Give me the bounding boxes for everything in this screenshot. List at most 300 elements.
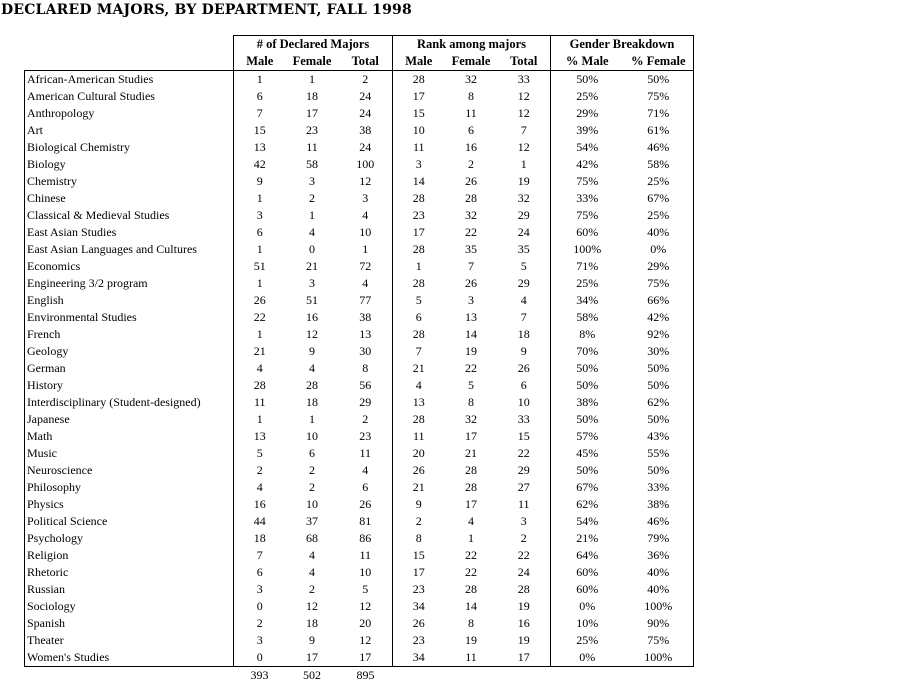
pct-male: 10%: [576, 616, 599, 630]
total-count: 81: [339, 513, 393, 530]
department-name: Political Science: [25, 513, 234, 530]
female-count: 4: [309, 548, 315, 562]
table-row: [25, 258, 694, 275]
pct-male: 60%: [576, 582, 599, 596]
total-count: 10: [339, 224, 393, 241]
total-rank: 29: [498, 207, 551, 224]
male-rank: 5: [415, 293, 422, 307]
female-count: 0: [309, 242, 315, 256]
male-rank: 23: [412, 633, 425, 647]
total-rank: 28: [498, 581, 551, 598]
pct-male: 50%: [576, 72, 599, 86]
male-count: 1: [256, 72, 263, 86]
table-row: [25, 275, 694, 292]
total-rank: 12: [498, 105, 551, 122]
department-name: Religion: [25, 547, 234, 564]
male-count: 42: [253, 157, 266, 171]
pct-female: 90%: [624, 615, 694, 632]
male-rank: 28: [412, 242, 425, 256]
pct-female: 92%: [624, 326, 694, 343]
total-rank: 18: [498, 326, 551, 343]
male-count: 2: [256, 463, 263, 477]
pct-female: 25%: [624, 207, 694, 224]
female-rank: 26: [465, 174, 477, 188]
male-count: 0: [234, 649, 286, 667]
male-count: 11: [253, 395, 266, 409]
total-count: 20: [339, 615, 393, 632]
department-name: Psychology: [25, 530, 234, 547]
female-rank: 28: [465, 463, 477, 477]
department-name: Spanish: [25, 615, 234, 632]
pct-female: 75%: [624, 632, 694, 649]
female-count: 28: [306, 378, 318, 392]
total-count: 17: [339, 649, 393, 667]
female-rank: 13: [465, 310, 477, 324]
pct-female: 71%: [624, 105, 694, 122]
pct-male: 60%: [576, 565, 599, 579]
male-rank: 28: [412, 191, 425, 205]
female-count: 1: [309, 208, 315, 222]
female-count: 21: [306, 259, 318, 273]
department-name: Chinese: [25, 190, 234, 207]
department-name: American Cultural Studies: [25, 88, 234, 105]
total-count: 100: [339, 156, 393, 173]
total-rank: 22: [498, 547, 551, 564]
pct-male: 33%: [576, 191, 599, 205]
pct-female: 75%: [624, 88, 694, 105]
female-rank: 14: [465, 599, 477, 613]
female-rank: 19: [465, 633, 477, 647]
female-count: 23: [306, 123, 318, 137]
total-count: 24: [339, 139, 393, 156]
department-name: French: [25, 326, 234, 343]
department-name: Russian: [25, 581, 234, 598]
female-count: 10: [306, 497, 318, 511]
total-male: 393: [250, 668, 269, 682]
department-name: Math: [25, 428, 234, 445]
pct-female: 36%: [624, 547, 694, 564]
female-count: 18: [306, 395, 318, 409]
male-rank: 11: [412, 140, 425, 154]
total-rank: 27: [498, 479, 551, 496]
majors-table: [24, 35, 694, 684]
female-rank: 2: [468, 157, 474, 171]
pct-female: 43%: [624, 428, 694, 445]
department-name: English: [25, 292, 234, 309]
male-rank: 1: [415, 259, 422, 273]
female-rank: 28: [465, 582, 477, 596]
table-row: [25, 173, 694, 190]
total-count: 29: [339, 394, 393, 411]
total-count: 8: [339, 360, 393, 377]
pct-male: 75%: [576, 174, 599, 188]
table-row: [25, 207, 694, 224]
table-row: [25, 394, 694, 411]
total-count: 77: [339, 292, 393, 309]
table-row: [25, 156, 694, 173]
total-rank: 4: [498, 292, 551, 309]
table-row: [25, 479, 694, 496]
table-row: [25, 496, 694, 513]
female-count: 68: [306, 531, 318, 545]
male-count: 1: [256, 242, 263, 256]
department-name: German: [25, 360, 234, 377]
department-name: Rhetoric: [25, 564, 234, 581]
male-rank: 3: [415, 157, 422, 171]
male-count: 1: [256, 327, 263, 341]
pct-female: 25%: [624, 173, 694, 190]
total-count: 86: [339, 530, 393, 547]
total-rank: 33: [498, 71, 551, 89]
female-rank: 16: [465, 140, 477, 154]
pct-male: 39%: [576, 123, 599, 137]
table-row: [25, 190, 694, 207]
pct-male: 29%: [576, 106, 599, 120]
pct-female: 40%: [624, 581, 694, 598]
male-count: 1: [256, 276, 263, 290]
male-rank: 15: [412, 106, 425, 120]
table-row: [25, 598, 694, 615]
male-count: 26: [253, 293, 266, 307]
male-rank: 34: [412, 599, 425, 613]
pct-male: 21%: [576, 531, 599, 545]
total-count: 6: [339, 479, 393, 496]
female-count: 1: [309, 412, 315, 426]
female-rank: 11: [465, 106, 477, 120]
table-row: [25, 632, 694, 649]
male-rank: 17: [412, 565, 425, 579]
table-row: [25, 292, 694, 309]
pct-male: 50%: [576, 361, 599, 375]
table-row: [25, 343, 694, 360]
total-count: 10: [339, 564, 393, 581]
female-count: 6: [309, 446, 315, 460]
female-count: 37: [306, 514, 318, 528]
total-rank: 6: [498, 377, 551, 394]
pct-male: 45%: [576, 446, 599, 460]
pct-male: 0%: [551, 649, 624, 667]
pct-female: 79%: [624, 530, 694, 547]
department-name: Engineering 3/2 program: [25, 275, 234, 292]
total-rank: 5: [498, 258, 551, 275]
female-count: 51: [306, 293, 318, 307]
male-rank: 23: [412, 208, 425, 222]
table-row: [25, 326, 694, 343]
group-header-declared-majors: # of Declared Majors: [234, 36, 393, 54]
pct-male: 62%: [576, 497, 599, 511]
department-name: East Asian Studies: [25, 224, 234, 241]
female-rank: 17: [465, 429, 477, 443]
page-title: DECLARED MAJORS, BY DEPARTMENT, FALL 1998: [1, 2, 412, 18]
male-count: 1: [256, 191, 263, 205]
male-rank: 17: [412, 89, 425, 103]
pct-female: 58%: [624, 156, 694, 173]
total-rank: 7: [498, 122, 551, 139]
total-count: 38: [339, 309, 393, 326]
column-header: Female: [286, 53, 339, 71]
pct-female: 50%: [624, 462, 694, 479]
pct-male: 25%: [576, 633, 599, 647]
total-count: 23: [339, 428, 393, 445]
table-row: [25, 428, 694, 445]
total-count: 30: [339, 343, 393, 360]
column-header: % Male: [551, 53, 624, 71]
female-count: 18: [306, 616, 318, 630]
total-rank: 1: [498, 156, 551, 173]
female-rank: 7: [468, 259, 474, 273]
female-count: 12: [306, 599, 318, 613]
total-rank: 15: [498, 428, 551, 445]
total-count: 4: [339, 207, 393, 224]
column-header: Total: [339, 53, 393, 71]
pct-female: 61%: [624, 122, 694, 139]
male-count: 6: [256, 565, 263, 579]
table-row: [25, 139, 694, 156]
female-rank: 19: [465, 344, 477, 358]
total-count: 26: [339, 496, 393, 513]
pct-female: 50%: [624, 71, 694, 89]
female-count: 3: [309, 174, 315, 188]
male-count: 3: [256, 582, 263, 596]
male-rank: 10: [412, 123, 425, 137]
pct-male: 54%: [576, 514, 599, 528]
female-count: 58: [306, 157, 318, 171]
male-count: 4: [256, 480, 263, 494]
female-rank: 32: [465, 208, 477, 222]
department-name: Theater: [25, 632, 234, 649]
female-rank: 17: [465, 497, 477, 511]
table-row: [25, 581, 694, 598]
pct-male: 58%: [576, 310, 599, 324]
pct-male: 100%: [573, 242, 602, 256]
male-count: 2: [256, 616, 263, 630]
male-count: 44: [253, 514, 266, 528]
male-rank: 2: [415, 514, 422, 528]
column-header: Male: [393, 53, 445, 71]
table-body: [25, 71, 694, 667]
pct-female: 38%: [624, 496, 694, 513]
female-count: 2: [309, 463, 315, 477]
table-row: [25, 241, 694, 258]
male-rank: 7: [415, 344, 422, 358]
pct-male: 75%: [576, 208, 599, 222]
department-name: East Asian Languages and Cultures: [25, 241, 234, 258]
total-rank: 32: [498, 190, 551, 207]
pct-female: 66%: [624, 292, 694, 309]
female-count: 2: [309, 191, 315, 205]
male-rank: 13: [412, 395, 425, 409]
pct-male: 71%: [576, 259, 599, 273]
total-rank: 9: [498, 343, 551, 360]
group-header-rank: Rank among majors: [393, 36, 551, 54]
male-rank: 9: [415, 497, 422, 511]
female-rank: 8: [468, 616, 474, 630]
total-count: 12: [339, 173, 393, 190]
department-name: Art: [25, 122, 234, 139]
pct-female: 46%: [624, 513, 694, 530]
female-rank: 4: [468, 514, 474, 528]
male-rank: 21: [412, 361, 425, 375]
totals-blank: [25, 667, 234, 685]
total-rank: 7: [498, 309, 551, 326]
table-row: [25, 377, 694, 394]
department-name: Philosophy: [25, 479, 234, 496]
table-row: [25, 309, 694, 326]
male-count: 3: [256, 633, 263, 647]
total-count: 4: [339, 275, 393, 292]
female-count: 17: [306, 106, 318, 120]
female-rank: 28: [465, 480, 477, 494]
total-rank: 24: [498, 224, 551, 241]
pct-female: 67%: [624, 190, 694, 207]
pct-male: 57%: [576, 429, 599, 443]
pct-female: 75%: [624, 275, 694, 292]
pct-female: 62%: [624, 394, 694, 411]
header-blank: [25, 53, 234, 71]
male-count: 6: [256, 225, 263, 239]
total-count: 2: [339, 71, 393, 89]
total-rank: 19: [498, 632, 551, 649]
total-rank: 12: [498, 139, 551, 156]
table-row: [25, 445, 694, 462]
pct-female: 29%: [624, 258, 694, 275]
female-rank: 14: [465, 327, 477, 341]
total-count: 13: [339, 326, 393, 343]
male-rank: 15: [412, 548, 425, 562]
female-rank: 32: [465, 412, 477, 426]
total-rank: 12: [498, 88, 551, 105]
pct-male: 50%: [576, 463, 599, 477]
female-rank: 8: [468, 89, 474, 103]
pct-female: 100%: [624, 598, 694, 615]
table-row: [25, 564, 694, 581]
male-count: 13: [253, 429, 266, 443]
male-rank: 20: [412, 446, 425, 460]
female-rank: 21: [465, 446, 477, 460]
department-name: Biological Chemistry: [25, 139, 234, 156]
department-name: Geology: [25, 343, 234, 360]
pct-female: 50%: [624, 411, 694, 428]
total-rank: 22: [498, 445, 551, 462]
table-row: [25, 411, 694, 428]
female-count: 12: [306, 327, 318, 341]
department-name: African-American Studies: [25, 71, 234, 89]
department-name: Neuroscience: [25, 462, 234, 479]
table-row: [25, 224, 694, 241]
table-row: [25, 122, 694, 139]
male-rank: 26: [412, 616, 425, 630]
pct-male: 70%: [576, 344, 599, 358]
column-header: Female: [445, 53, 498, 71]
table-row: [25, 462, 694, 479]
pct-female: 33%: [624, 479, 694, 496]
female-rank: 22: [465, 361, 477, 375]
male-count: 9: [256, 174, 263, 188]
total-count: 12: [339, 598, 393, 615]
pct-male: 67%: [576, 480, 599, 494]
table-row: [25, 88, 694, 105]
pct-male: 25%: [576, 276, 599, 290]
female-count: 16: [306, 310, 318, 324]
male-count: 7: [256, 106, 263, 120]
female-rank: 35: [465, 242, 477, 256]
header-group-row: [25, 36, 694, 54]
female-rank: 26: [465, 276, 477, 290]
department-name: Women's Studies: [25, 649, 234, 667]
male-count: 7: [256, 548, 263, 562]
table-row: [25, 547, 694, 564]
male-rank: 34: [393, 649, 445, 667]
total-rank: 16: [498, 615, 551, 632]
header-blank: [25, 36, 234, 54]
male-rank: 6: [415, 310, 422, 324]
total-rank: 35: [498, 241, 551, 258]
total-rank: 29: [498, 462, 551, 479]
total-rank: 24: [498, 564, 551, 581]
total-rank: 10: [498, 394, 551, 411]
male-count: 0: [256, 599, 263, 613]
total-count: 24: [339, 105, 393, 122]
male-rank: 28: [412, 327, 425, 341]
total-female: 502: [303, 668, 321, 682]
male-rank: 23: [412, 582, 425, 596]
male-count: 15: [253, 123, 266, 137]
pct-male: 50%: [576, 378, 599, 392]
female-rank: 5: [468, 378, 474, 392]
department-name: Biology: [25, 156, 234, 173]
department-name: Chemistry: [25, 173, 234, 190]
male-count: 22: [253, 310, 266, 324]
female-count: 4: [309, 225, 315, 239]
total-rank: 19: [498, 173, 551, 190]
total-rank: 33: [498, 411, 551, 428]
total-all: 895: [356, 668, 375, 682]
total-rank: 26: [498, 360, 551, 377]
male-rank: 4: [415, 378, 422, 392]
group-header-gender: Gender Breakdown: [551, 36, 694, 54]
pct-female: 42%: [624, 309, 694, 326]
department-name: Physics: [25, 496, 234, 513]
department-name: Japanese: [25, 411, 234, 428]
male-count: 4: [256, 361, 263, 375]
pct-male: 60%: [576, 225, 599, 239]
male-rank: 17: [412, 225, 425, 239]
male-count: 18: [253, 531, 266, 545]
female-count: 9: [309, 344, 315, 358]
pct-female: 50%: [624, 360, 694, 377]
female-rank: 32: [465, 72, 477, 86]
column-header: Male: [234, 53, 286, 71]
female-rank: 3: [468, 293, 474, 307]
male-count: 6: [256, 89, 263, 103]
male-rank: 11: [412, 429, 425, 443]
total-rank: 11: [498, 496, 551, 513]
total-count: 38: [339, 122, 393, 139]
pct-male: 64%: [576, 548, 599, 562]
total-count: 5: [339, 581, 393, 598]
table-row: [25, 105, 694, 122]
pct-female: 30%: [624, 343, 694, 360]
female-count: 2: [309, 480, 315, 494]
male-rank: 28: [412, 276, 425, 290]
pct-male: 54%: [576, 140, 599, 154]
total-count: 11: [339, 547, 393, 564]
totals-row: [25, 667, 694, 685]
total-count: 24: [339, 88, 393, 105]
male-count: 1: [256, 412, 263, 426]
male-count: 51: [253, 259, 266, 273]
male-count: 5: [256, 446, 263, 460]
